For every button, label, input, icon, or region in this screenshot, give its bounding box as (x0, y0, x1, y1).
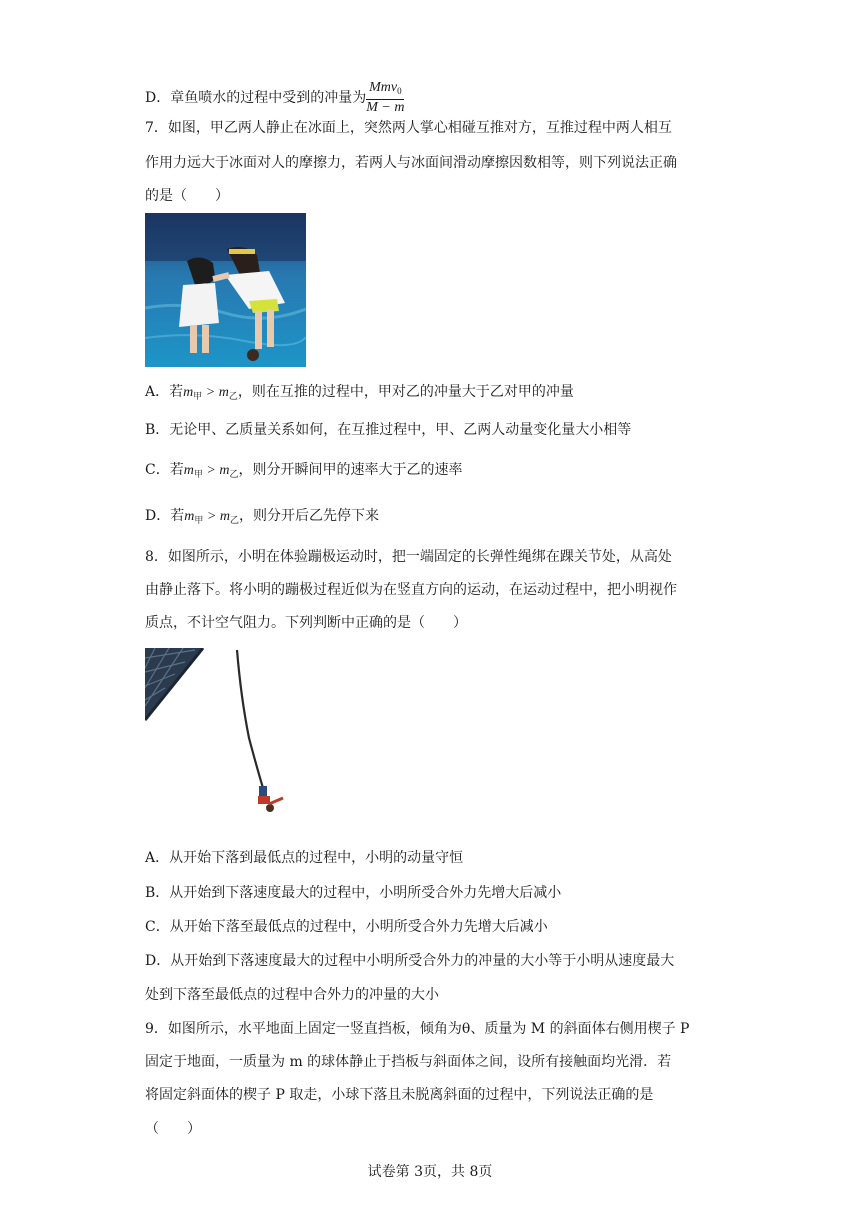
greater-than: > (203, 509, 220, 524)
q9-stem-line-2: 固定于地面，一质量为 m 的球体静止于挡板与斜面体之间，设所有接触面均光滑．若 (145, 1054, 672, 1070)
mass-symbol: m (184, 509, 195, 524)
mass-symbol: m (219, 509, 230, 524)
subscript-yi: 乙 (229, 469, 239, 479)
q7-option-d-label: D．若 (145, 508, 185, 524)
mass-symbol: m (183, 385, 194, 400)
q9-stem-line-1: 9．如图所示，水平地面上固定一竖直挡板，倾角为θ、质量为 M 的斜面体右侧用楔子 P (145, 1021, 690, 1037)
q6-option-d (145, 80, 404, 116)
q8-option-d-line-1: D．从开始到下落速度最大的过程中小明所受合外力的冲量的大小等于小明从速度最大 (145, 953, 675, 969)
q7-option-c (145, 460, 462, 484)
q8-option-c: C．从开始下落至最低点的过程中，小明所受合外力先增大后减小 (145, 919, 548, 935)
q7-stem-line-3: 的是（ ） (145, 188, 229, 204)
greater-than: > (202, 385, 219, 400)
mass-symbol: m (183, 463, 194, 478)
q7-option-c-label: C．若 (145, 462, 184, 478)
q8-stem-line-3: 质点，不计空气阻力。下列判断中正确的是（ ） (145, 615, 467, 631)
q7-stem-line-1: 7．如图，甲乙两人静止在冰面上，突然两人掌心相碰互推对方，互推过程中两人相互 (145, 120, 672, 136)
q7-option-a (145, 382, 574, 406)
subscript-yi: 乙 (229, 515, 239, 525)
q7-option-d (145, 506, 379, 530)
fraction-numerator-subscript: 0 (397, 86, 402, 96)
subscript-jia: 甲 (194, 515, 204, 525)
q8-option-d-line-2: 处到下落至最低点的过程中合外力的冲量的大小 (145, 987, 439, 1003)
subscript-yi: 乙 (228, 391, 238, 401)
q7-skaters-photo (145, 213, 306, 367)
q7-stem-line-2: 作用力远大于冰面对人的摩擦力，若两人与冰面间滑动摩擦因数相等，则下列说法正确 (145, 155, 677, 171)
q9-stem-line-3: 将固定斜面体的楔子 P 取走，小球下落且未脱离斜面的过程中，下列说法正确的是 (145, 1087, 654, 1103)
q8-bungee-photo (145, 648, 305, 820)
q7-option-a-text: ，则在互推的过程中，甲对乙的冲量大于乙对甲的冲量 (237, 384, 574, 400)
subscript-jia: 甲 (193, 391, 203, 401)
fraction-denominator: M − m (366, 100, 405, 115)
mass-symbol: m (218, 385, 229, 400)
q8-stem-line-1: 8．如图所示，小明在体验蹦极运动时，把一端固定的长弹性绳绑在踝关节处，从高处 (145, 549, 672, 565)
q8-option-b: B．从开始到下落速度最大的过程中，小明所受合外力先增大后减小 (145, 885, 562, 901)
q7-option-c-text: ，则分开瞬间甲的速率大于乙的速率 (238, 462, 463, 478)
q8-option-a: A．从开始下落到最低点的过程中，小明的动量守恒 (145, 850, 464, 866)
q6-option-d-fraction (366, 80, 404, 116)
greater-than: > (202, 463, 220, 478)
q8-stem-line-2: 由静止落下。将小明的蹦极过程近似为在竖直方向的运动，在运动过程中，把小明视作 (145, 582, 677, 598)
fraction-numerator: Mmv (369, 80, 398, 95)
q7-option-b: B．无论甲、乙质量关系如何，在互推过程中，甲、乙两人动量变化量大小相等 (145, 422, 632, 438)
q6-option-d-text: D．章鱼喷水的过程中受到的冲量为 (145, 90, 367, 106)
q9-stem-line-4: （ ） (145, 1121, 201, 1137)
mass-symbol: m (219, 463, 230, 478)
q7-option-d-text: ，则分开后乙先停下来 (238, 508, 379, 524)
page-footer: 试卷第 3页，共 8页 (367, 1164, 493, 1180)
subscript-jia: 甲 (193, 469, 203, 479)
q7-option-a-label: A．若 (145, 384, 184, 400)
